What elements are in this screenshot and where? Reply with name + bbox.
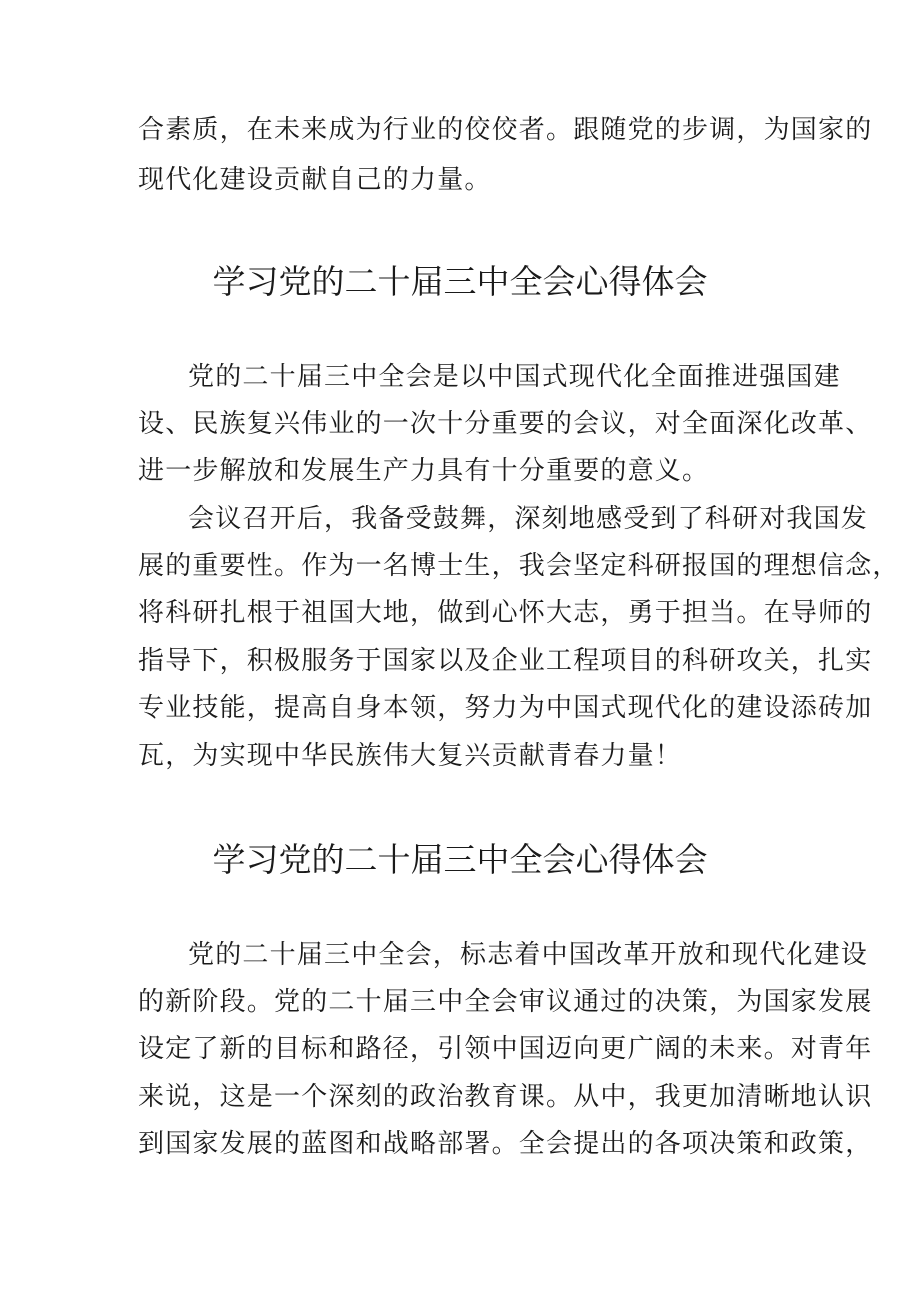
section-title: 学习党的二十届三中全会心得体会 xyxy=(212,262,708,301)
paragraph-line: 展的重要性。作为一名博士生，我会坚定科研报国的理想信念， xyxy=(138,551,900,581)
intro-line: 合素质，在未来成为行业的佼佼者。跟随党的步调，为国家的 xyxy=(138,115,873,145)
paragraph-line: 到国家发展的蓝图和战略部署。全会提出的各项决策和政策， xyxy=(138,1129,873,1159)
paragraph-line: 专业技能，提高自身本领，努力为中国式现代化的建设添砖加 xyxy=(138,693,873,723)
paragraph-line: 党的二十届三中全会是以中国式现代化全面推进强国建 xyxy=(188,362,841,392)
paragraph-line: 来说，这是一个深刻的政治教育课。从中，我更加清晰地认识 xyxy=(138,1082,873,1112)
paragraph-line: 设定了新的目标和路径，引领中国迈向更广阔的未来。对青年 xyxy=(138,1034,873,1064)
paragraph-line: 党的二十届三中全会，标志着中国改革开放和现代化建设 xyxy=(188,940,869,970)
paragraph-line: 将科研扎根于祖国大地，做到心怀大志，勇于担当。在导师的 xyxy=(138,598,873,628)
paragraph-line: 指导下，积极服务于国家以及企业工程项目的科研攻关，扎实 xyxy=(138,646,873,676)
intro-line: 现代化建设贡献自己的力量。 xyxy=(138,165,492,195)
paragraph-line: 会议召开后，我备受鼓舞，深刻地感受到了科研对我国发 xyxy=(188,504,869,534)
paragraph-line: 设、民族复兴伟业的一次十分重要的会议，对全面深化改革、 xyxy=(138,409,873,439)
paragraph-line: 的新阶段。党的二十届三中全会审议通过的决策，为国家发展 xyxy=(138,987,873,1017)
paragraph-line: 瓦，为实现中华民族伟大复兴贡献青春力量！ xyxy=(138,741,683,771)
paragraph-line: 进一步解放和发展生产力具有十分重要的意义。 xyxy=(138,456,710,486)
section-title: 学习党的二十届三中全会心得体会 xyxy=(212,840,708,879)
